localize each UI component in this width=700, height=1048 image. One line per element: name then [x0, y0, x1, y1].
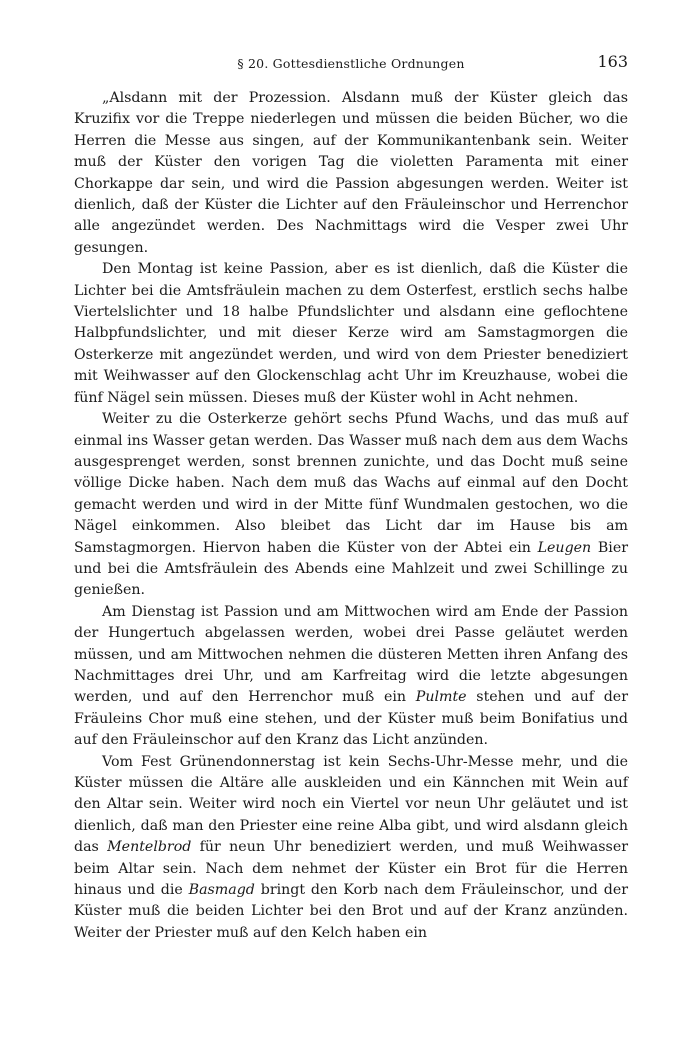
- paragraph-text: Weiter zu die Osterkerze gehört sechs Pfund Wachs, und das muß auf einmal ins Wasser getan werden. Das Wasser muß nach dem aus dem Wachs ausgesprenget werden, sonst brennen zunichte, und das Docht muß seine völlige Dicke haben. Nach dem muß das Wachs auf einmal auf den Docht gemacht werden und wird in der Mitte fünf Wundmalen gestochen, wo die Nägel einkommen. Also bleibet das Licht dar im Hause bis am Samstagmorgen. Hiervon haben die Küster von der Abtei ein: [74, 411, 628, 556]
- paragraph: [74, 409, 628, 602]
- italic-term: Leugen: [537, 539, 592, 556]
- italic-term: Pulmte: [415, 689, 467, 706]
- paragraph: [74, 602, 628, 752]
- paragraph-text: stehen und auf der Fräuleins Chor muß eine stehen, und der Küster muß beim Bonifatius und auf den Fräuleinschor auf den Kranz das Licht anzünden.: [74, 689, 628, 749]
- paragraph: [74, 88, 628, 259]
- running-head: [74, 52, 628, 78]
- paragraph-text: bringt den Korb nach dem Fräuleinschor, und der Küster muß die beiden Lichter bei den Brot und auf der Kranz anzünden. Weiter der Priester muß auf den Kelch haben ein: [74, 882, 628, 941]
- paragraph-text: für neun Uhr benediziert werden, und muß Weihwasser beim Altar sein. Nach dem nehmet der Küster ein Brot für die Herren hinaus und die: [74, 839, 628, 899]
- italic-term: Basmagd: [188, 882, 255, 899]
- book-page: [74, 52, 628, 944]
- page-number: 163: [597, 52, 628, 71]
- running-title: § 20. Gottesdienstliche Ordnungen: [237, 56, 465, 71]
- body-text: [74, 88, 628, 944]
- paragraph-text: Den Montag ist keine Passion, aber es ist dienlich, daß die Küster die Lichter bei die Amtsfräulein machen zu dem Osterfest, erstlich sechs halbe Viertelslichter und 18 halbe Pfundslichter und alsdann eine geflochtene Halbpfundslichter, und mit dieser Kerze wird am Samstagmorgen die Osterkerze mit angezündet werden, und wird von dem Priester benediziert mit Weihwasser auf den Glockenschlag acht Uhr im Kreuzhause, wobei die fünf Nägel sein müssen. Dieses muß der Küster wohl in Acht nehmen.: [74, 261, 628, 406]
- paragraph-text: Bier und bei die Amtsfräulein des Abends eine Mahlzeit und zwei Schillinge zu genießen.: [74, 539, 628, 599]
- paragraph: [74, 259, 628, 409]
- paragraph-text: Am Dienstag ist Passion und am Mittwochen wird am Ende der Passion der Hungertuch abgelassen werden, wobei drei Passe geläutet werden müssen, und am Mittwochen nehmen die düsteren Metten ihren Anfang des Nachmittages drei Uhr, und am Karfreitag wird die letzte abgesungen werden, und auf den Herrenchor muß ein: [74, 603, 628, 706]
- paragraph: [74, 752, 628, 945]
- paragraph-text: „Alsdann mit der Prozession. Alsdann muß der Küster gleich das Kruzifix vor die Treppe niederlegen und müssen die beiden Bücher, wo die Herren die Messe aus singen, auf der Kommunikantenbank sein. Weiter muß der Küster den vorigen Tag die violetten Paramenta mit einer Chorkappe dar sein, und wird die Passion abgesungen werden. Weiter ist dienlich, daß der Küster die Lichter auf den Fräuleinschor und Herrenchor alle angezündet werden. Des Nachmittags wird die Vesper zwei Uhr gesungen.: [74, 90, 628, 256]
- italic-term: Mentelbrod: [107, 839, 192, 856]
- paragraph-text: Vom Fest Grünendonnerstag ist kein Sechs-Uhr-Messe mehr, und die Küster müssen die Altäre alle auskleiden und ein Kännchen mit Wein auf den Altar sein. Weiter wird noch ein Viertel vor neun Uhr geläutet und ist dienlich, daß man den Priester eine reine Alba gibt, und wird alsdann gleich das: [74, 753, 628, 856]
